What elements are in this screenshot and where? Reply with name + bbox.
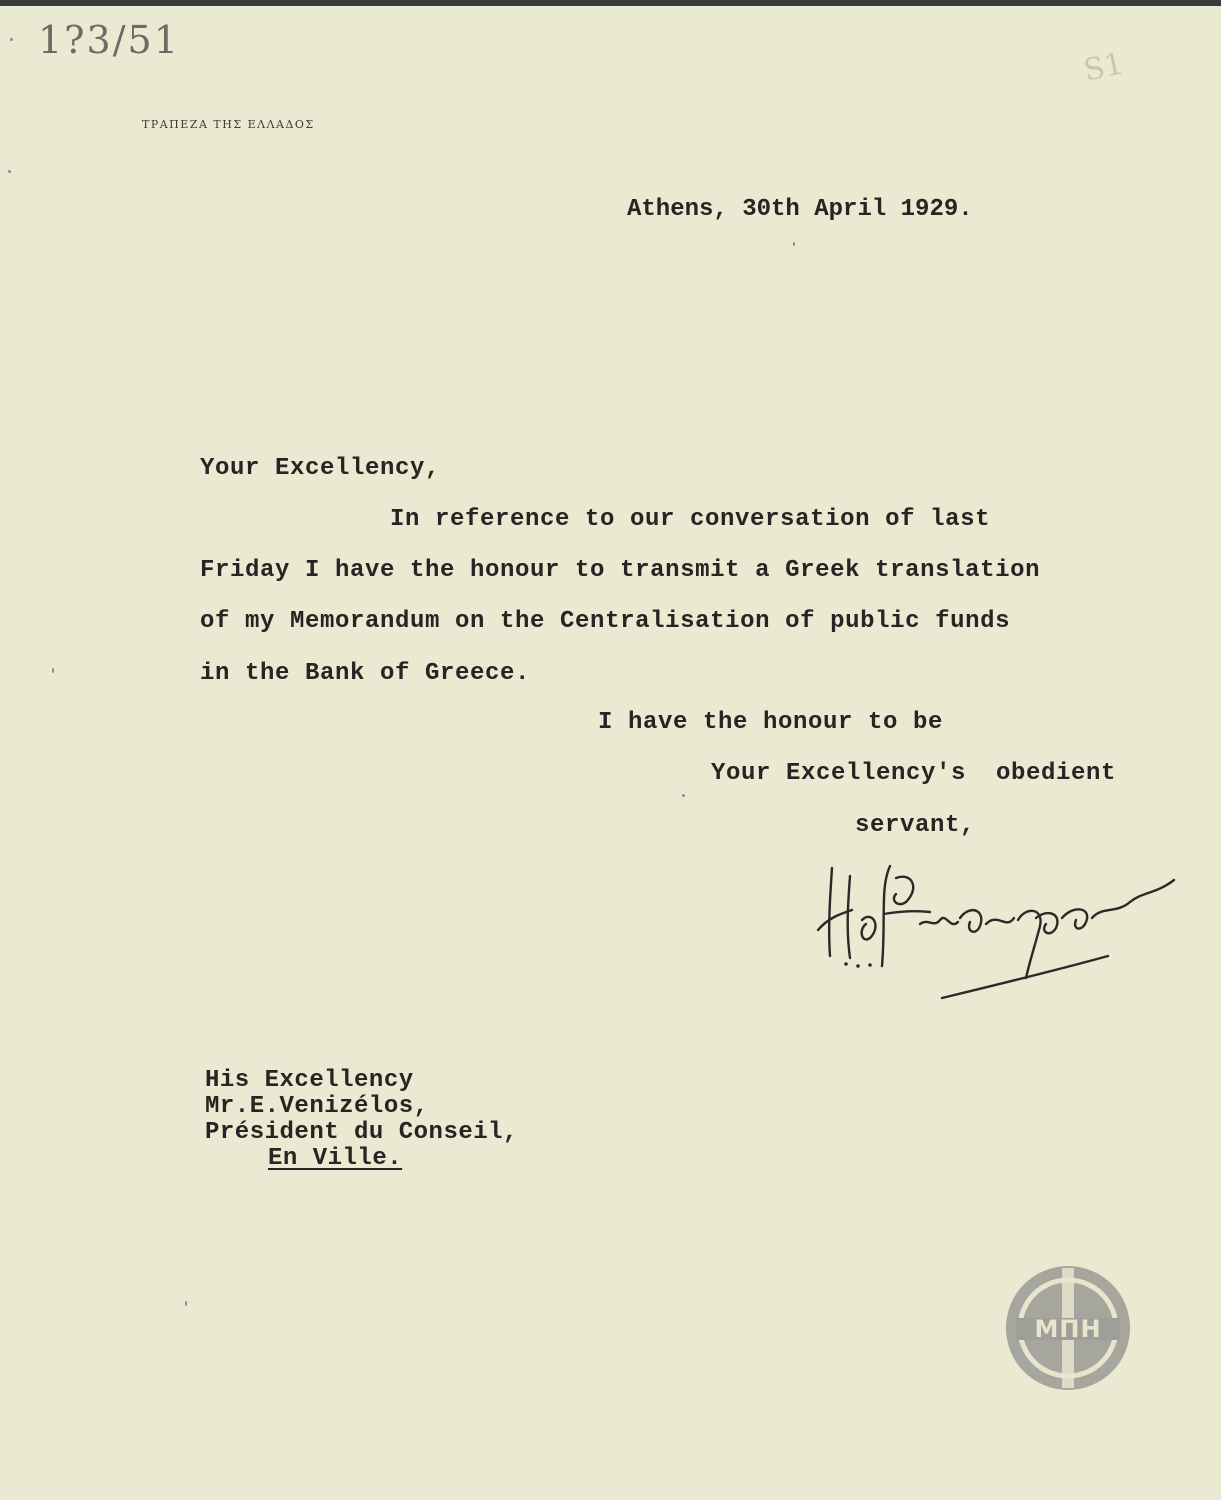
paper-speck (8, 170, 11, 173)
paper-speck (793, 242, 795, 246)
archive-seal-stamp (1002, 1262, 1134, 1394)
addressee-line: His Excellency (205, 1067, 414, 1094)
body-line: of my Memorandum on the Centralisation of public funds (200, 608, 1011, 635)
handwritten-signature (800, 848, 1190, 1018)
paper-speck (185, 1301, 187, 1306)
closing-line: Your Excellency's obedient (711, 760, 1117, 787)
handwritten-reference-number: 1?3/51 (38, 18, 180, 62)
date-line: Athens, 30th April 1929. (627, 196, 973, 223)
closing-line: I have the honour to be (598, 709, 944, 736)
salutation: Your Excellency, (200, 455, 441, 482)
addressee-line: Président du Conseil, (205, 1119, 518, 1146)
letterhead: ΤΡΑΠΕΖΑ ΤΗΣ ΕΛΛΑΔΟΣ (142, 118, 315, 131)
body-line: Friday I have the honour to transmit a Greek translation (200, 557, 1041, 584)
body-line: In reference to our conversation of last (390, 506, 991, 533)
scan-edge (0, 0, 1221, 6)
addressee-line: Mr.E.Venizélos, (205, 1093, 429, 1120)
paper-speck (10, 38, 13, 41)
body-line: in the Bank of Greece. (200, 660, 531, 687)
paper-speck (682, 794, 685, 797)
paper-speck (52, 668, 54, 673)
closing-line: servant, (855, 812, 976, 839)
faint-corner-mark: S1 (1080, 46, 1127, 89)
svg-text:ΜΠΗ: ΜΠΗ (1034, 1315, 1102, 1343)
addressee-line-underlined: En Ville. (268, 1145, 403, 1172)
